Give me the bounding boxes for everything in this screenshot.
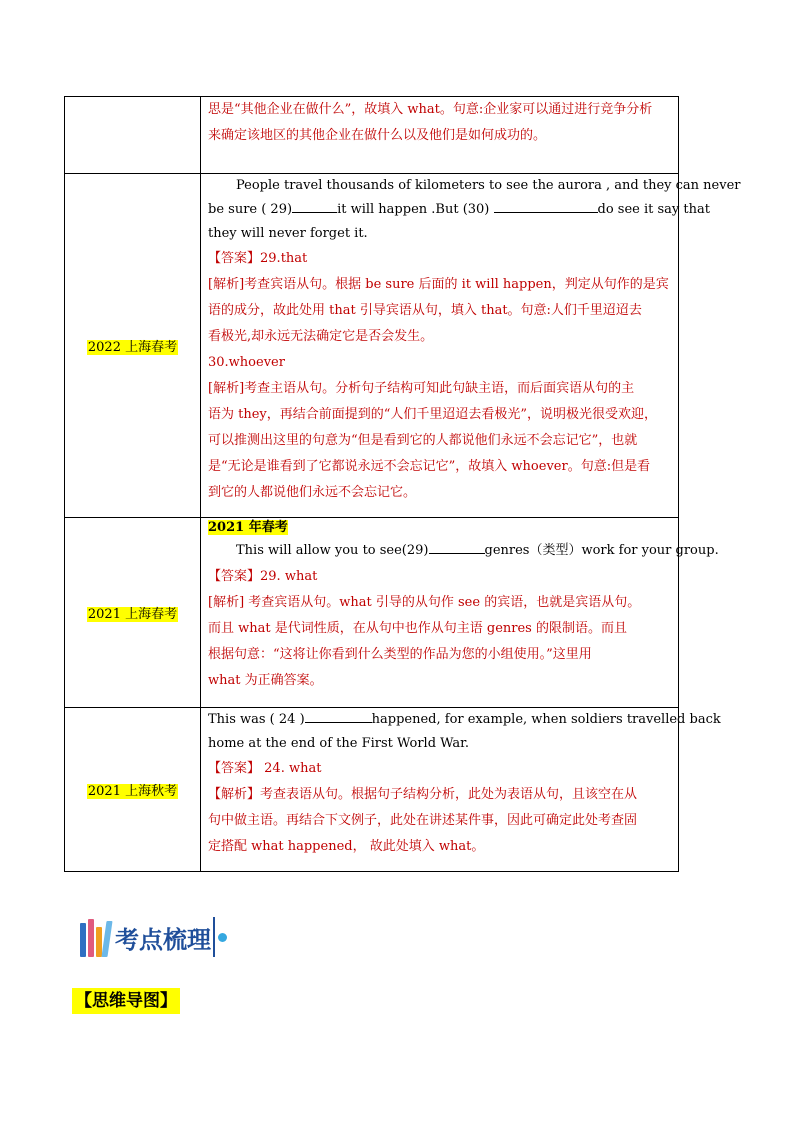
- blank-29: [292, 200, 337, 213]
- exam-label: 2021 上海春考: [87, 606, 178, 622]
- answer-line: [208, 246, 672, 272]
- answer-value: 29. what: [260, 569, 318, 584]
- passage-text: be sure ( 29): [208, 202, 293, 217]
- dot-icon: [218, 933, 227, 942]
- analysis-tag: 【解析】: [208, 787, 261, 802]
- analysis-line: [解析] 考查宾语从句。what 引导的从句作 see 的宾语，也就是宾语从句。: [208, 595, 641, 610]
- mindmap-label: 【思维导图】: [72, 988, 180, 1014]
- analysis-line: 可以推测出这里的句意为“但是看到它的人都说他们永远不会忘记它”，也就: [208, 433, 638, 448]
- passage-text: genres（类型）work for your group.: [484, 543, 719, 558]
- passage-text: This was ( 24 ): [208, 712, 305, 727]
- answer-line: [208, 756, 672, 782]
- answer-tag: 【答案】: [208, 761, 261, 776]
- analysis-line: [解析]考查宾语从句。根据 be sure 后面的 it will happen，判定从句作的是宾: [208, 277, 669, 292]
- analysis-text: 考查表语从句。根据句子结构分析，此处为表语从句，且该空在从: [260, 787, 638, 802]
- row-content-cell: [201, 708, 721, 872]
- analysis-line: 看极光,却永远无法确定它是否会发生。: [208, 329, 434, 344]
- passage-line: [208, 538, 719, 564]
- analysis-line: 句中做主语。再结合下文例子，此处在讲述某件事，因此可确定此处考查固: [208, 813, 638, 828]
- analysis-line: 思是“其他企业在做什么”，故填入 what。句意:企业家可以通过进行竞争分析: [208, 102, 653, 117]
- analysis-line: what 为正确答案。: [208, 673, 323, 688]
- analysis-line: 语的成分，故此处用 that 引导宾语从句，填入 that。句意:人们千里迢迢去: [208, 303, 642, 318]
- row-label-cell: [65, 174, 201, 518]
- passage-text: do see it say that: [597, 202, 710, 217]
- row-label-cell: [65, 518, 201, 708]
- table-row: [65, 708, 679, 872]
- row-content-cell: [201, 97, 679, 174]
- table-row: [65, 97, 679, 174]
- row-content-cell: [201, 518, 719, 708]
- blank-29: [429, 541, 485, 554]
- answer-tag: 【答案】: [208, 569, 261, 584]
- sub-header: 2021 年春考: [208, 520, 288, 535]
- books-icon: [80, 917, 112, 957]
- passage-line: they will never forget it.: [208, 226, 368, 241]
- analysis-line: 根据句意：“这将让你看到什么类型的作品为您的小组使用。”这里用: [208, 647, 592, 662]
- row-label-cell: [65, 708, 201, 872]
- analysis-line: 定搭配 what happened， 故此处填入 what。: [208, 839, 485, 854]
- passage-line: home at the end of the First World War.: [208, 736, 470, 751]
- analysis-line: 是“无论是谁看到了它都说永远不会忘记它”，故填入 whoever。句意:但是看: [208, 459, 651, 474]
- table-row: [65, 174, 679, 518]
- answer-tag: 【答案】: [208, 251, 261, 266]
- answer-line: [208, 564, 672, 590]
- passage-text: happened, for example, when soldiers travelled back: [371, 712, 721, 727]
- exam-label: 2021 上海秋考: [87, 783, 178, 799]
- passage-text: This will allow you to see(29): [236, 543, 429, 558]
- analysis-line: 到它的人都说他们永远不会忘记它。: [208, 485, 417, 500]
- sub-header-line: [208, 518, 672, 538]
- row-label-cell: [65, 97, 201, 174]
- title-divider: [213, 917, 215, 957]
- answer-value: 24. what: [260, 761, 322, 776]
- analysis-line: 语为 they，再结合前面提到的“人们千里迢迢去看极光”，说明极光很受欢迎，: [208, 407, 658, 422]
- table-row: [65, 518, 679, 708]
- section-header: [80, 912, 227, 962]
- blank-30: [494, 200, 598, 213]
- row-content-cell: [201, 174, 741, 518]
- passage-text: it will happen .But (30): [337, 202, 494, 217]
- analysis-line: 而且 what 是代词性质，在从句中也作从句主语 genres 的限制语。而且: [208, 621, 627, 636]
- exam-label: 2022 上海春考: [87, 339, 178, 355]
- passage-line: [208, 198, 710, 222]
- analysis-line: [解析]考查主语从句。分析句子结构可知此句缺主语，而后面宾语从句的主: [208, 381, 635, 396]
- passage-line: [208, 708, 721, 732]
- passage-line: People travel thousands of kilometers to see the aurora , and they can never: [236, 178, 741, 193]
- answer-value: 29.that: [260, 251, 308, 266]
- answer-line: 30.whoever: [208, 355, 285, 370]
- blank-24: [305, 710, 372, 723]
- question-table: [64, 96, 741, 872]
- analysis-line: [208, 782, 672, 808]
- section-title: 考点梳理: [115, 925, 211, 954]
- analysis-line: 来确定该地区的其他企业在做什么以及他们是如何成功的。: [208, 128, 547, 143]
